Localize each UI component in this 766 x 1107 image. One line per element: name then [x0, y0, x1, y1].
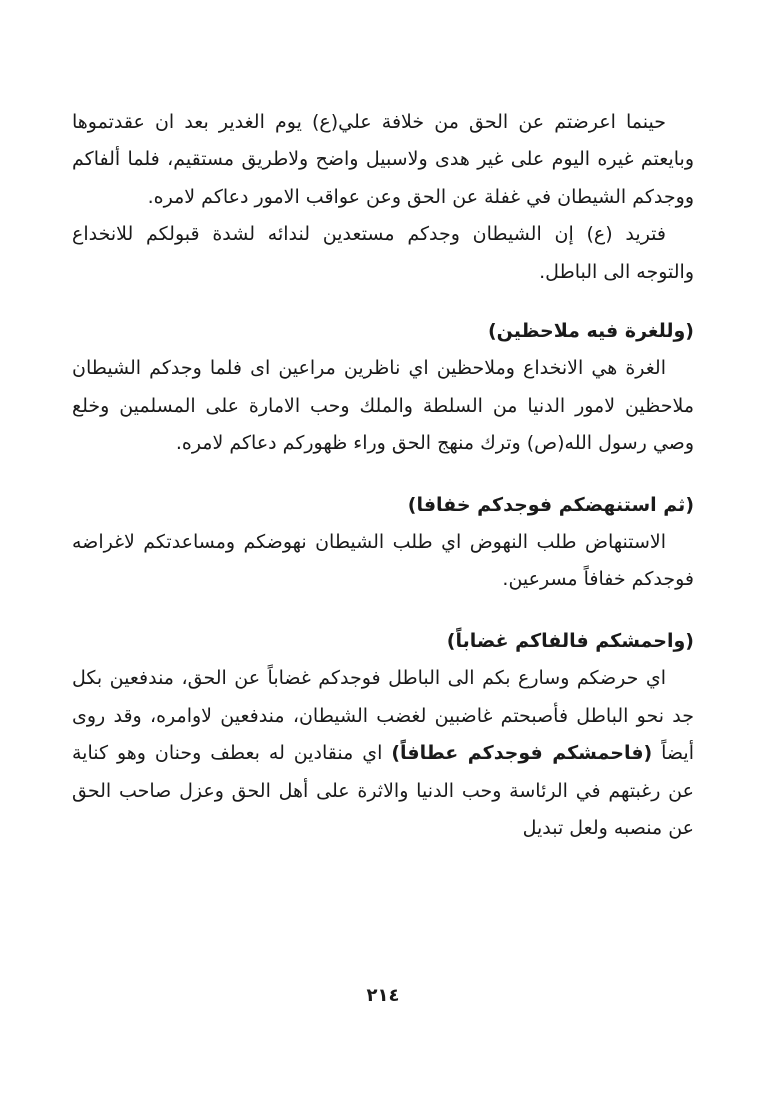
paragraph-5-part-a: اي حرضكم وسارع بكم الى الباطل فوجدكم غضاباً عن الحق، مندفعين بكل جد نحو الباطل فأصبحتم غاضبين لغضب الشيطان، مندفعين لاوامره، وقد روى أيضاً: [72, 667, 694, 765]
paragraph-5-part-b: اي منقادين له بعطف وحنان وهو كناية عن رغبتهم في الرئاسة وحب الدنيا والاثرة على أهل الحق وعزل صاحب الحق عن منصبه ولعل تبديل: [72, 742, 694, 839]
paragraph-4: الاستنهاض طلب النهوض اي طلب الشيطان نهوضكم ومساعدتكم لاغراضه فوجدكم خفافاً مسرعين.: [72, 531, 694, 591]
section-heading-2: (ثم استنهضكم فوجدكم خفافا): [407, 493, 694, 516]
page-number: ٢١٤: [366, 985, 400, 1006]
page-body: [72, 104, 694, 1034]
paragraph-1: حينما اعرضتم عن الحق من خلافة علي(ع) يوم الغدير بعد ان عقدتموها وبايعتم غيره اليوم على غير هدى ولاسبيل واضح ولاطريق مستقيم، فلما ألفاكم ووجدكم الشيطان في غفلة عن الحق وعن عواقب الامور دعاكم لامره.: [72, 111, 694, 208]
section-heading-3: (واحمشكم فالفاكم غضاباً): [446, 629, 694, 652]
paragraph-5: [72, 660, 694, 847]
section-heading-1: (وللغرة فيه ملاحظين): [487, 320, 694, 343]
paragraph-3: الغرة هي الانخداع وملاحظين اي ناظرين مراعين اى فلما وجدكم الشيطان ملاحظين لامور الدنيا من السلطة والملك وحب الامارة على المسلمين وخلع وصي رسول الله(ص) وترك منهج الحق وراء ظهوركم دعاكم لامره.: [72, 357, 694, 455]
paragraph-5-quote: (فاحمشكم فوجدكم عطافاً): [391, 742, 653, 765]
paragraph-2: فتريد (ع) إن الشيطان وجدكم مستعدين لندائه لشدة قبولكم للانخداع والتوجه الى الباطل.: [72, 223, 694, 283]
